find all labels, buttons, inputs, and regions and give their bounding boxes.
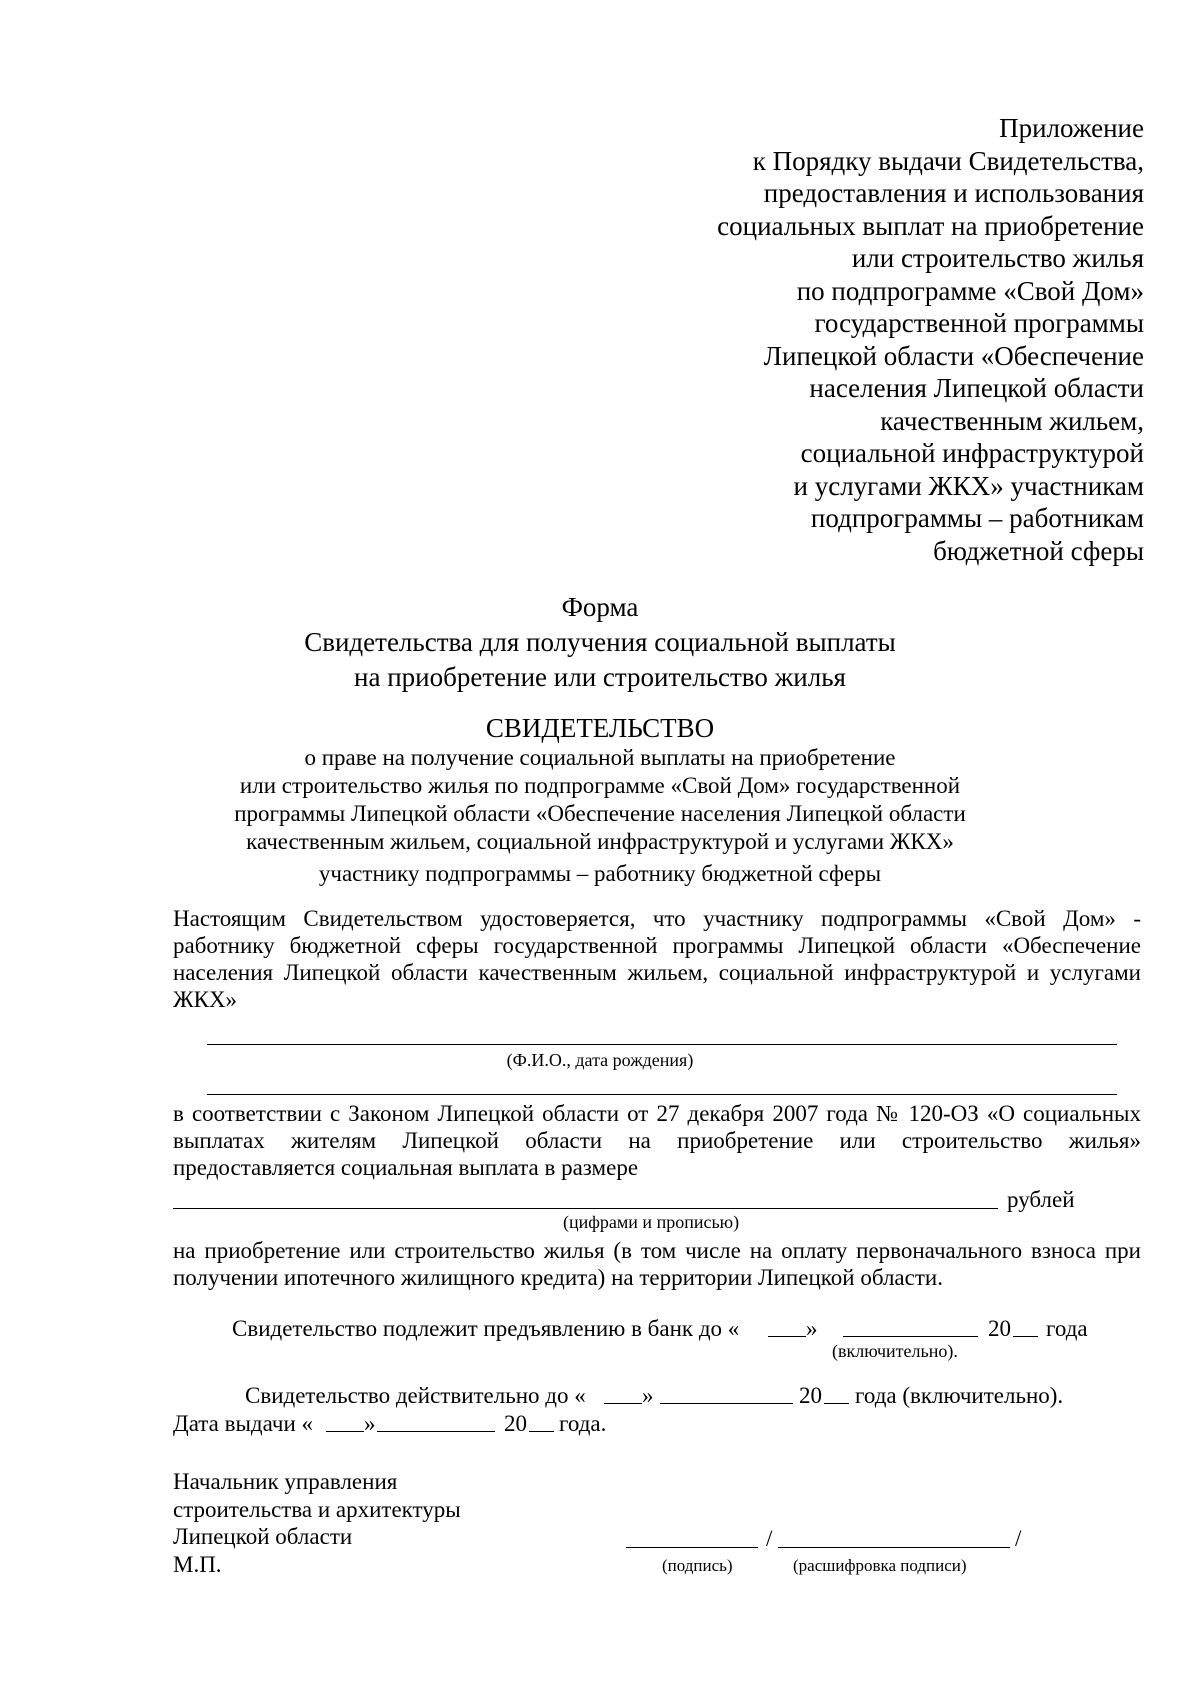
rubles-label: рублей: [1007, 1187, 1075, 1212]
fio-input-line[interactable]: [207, 1044, 1117, 1045]
valid-day-input[interactable]: [604, 1403, 642, 1404]
law-line: предоставляется социальная выплата в размере: [173, 1155, 639, 1180]
amount-caption: (цифрами и прописью): [563, 1212, 740, 1232]
issue-quote-close: »: [364, 1411, 376, 1436]
annex-line: Липецкой области «Обеспечение: [763, 340, 1144, 371]
certificate-subtitle-line: качественным жильем, социальной инфраструктурой и услугами ЖКХ»: [246, 829, 954, 854]
issue-year-input[interactable]: [529, 1431, 554, 1432]
seal-placeholder: М.П.: [173, 1552, 222, 1577]
form-heading-line: Свидетельства для получения социальной выплаты: [304, 627, 896, 657]
bank-day-input[interactable]: [768, 1336, 806, 1337]
law-line: в соответствии с Законом Липецкой области от 27 декабря 2007 года № 120-ОЗ «О социальных: [173, 1101, 1141, 1126]
certificate-subtitle-line: участнику подпрограммы – работнику бюджетной сферы: [318, 861, 882, 886]
bank-month-input[interactable]: [843, 1336, 978, 1337]
amount-input-line[interactable]: [173, 1208, 998, 1209]
issue-month-input[interactable]: [377, 1431, 495, 1432]
form-heading-line: на приобретение или строительство жилья: [354, 662, 846, 692]
valid-text: Свидетельство действительно до «: [245, 1383, 586, 1408]
signature-separator: /: [1015, 1526, 1022, 1551]
annex-line: социальных выплат на приобретение: [717, 210, 1144, 241]
issue-year-suffix: года.: [559, 1411, 607, 1436]
annex-line: предоставления и использования: [763, 178, 1144, 208]
annex-line: государственной программы: [814, 308, 1144, 338]
issue-year-prefix: 20: [504, 1411, 527, 1436]
purpose-line: на приобретение или строительство жилья (в том числе на оплату первоначального взноса при: [173, 1238, 1141, 1263]
bank-year-input[interactable]: [1013, 1336, 1038, 1337]
certificate-heading: [0, 712, 1200, 888]
valid-year-input[interactable]: [824, 1403, 849, 1404]
annex-line: подпрограммы – работникам: [810, 503, 1144, 533]
annex-line: качественным жильем,: [880, 405, 1144, 436]
signature-separator: /: [766, 1526, 773, 1551]
annex-block: [717, 112, 1144, 567]
intro-line: населения Липецкой области качественным жильем, социальной инфраструктурой и услугами: [173, 960, 1141, 985]
certificate-subtitle-line: программы Липецкой области «Обеспечение населения Липецкой области: [234, 801, 966, 826]
certificate-subtitle-line: о праве на получение социальной выплаты на приобретение: [304, 745, 896, 770]
signatory-line: Липецкой области: [173, 1524, 353, 1549]
purpose-line: получении ипотечного жилищного кредита) на территории Липецкой области.: [173, 1265, 943, 1290]
signature-decoding-caption: (расшифровка подписи): [793, 1556, 967, 1575]
bank-quote-close: »: [806, 1316, 818, 1341]
purpose-paragraph: [173, 1237, 1141, 1291]
bank-caption: (включительно).: [832, 1341, 958, 1361]
annex-line: или строительство жилья: [851, 243, 1144, 273]
valid-year-suffix: года (включительно).: [855, 1383, 1064, 1408]
form-heading: [0, 590, 1200, 695]
fio-caption: (Ф.И.О., дата рождения): [506, 1050, 694, 1070]
law-paragraph: [173, 1100, 1141, 1181]
annex-line: Приложение: [999, 113, 1144, 143]
issue-day-input[interactable]: [326, 1431, 364, 1432]
intro-line: ЖКХ»: [173, 987, 238, 1012]
signature-caption: (подпись): [662, 1556, 733, 1575]
annex-line: по подпрограмме «Свой Дом»: [796, 275, 1144, 306]
annex-line: к Порядку выдачи Свидетельства,: [752, 145, 1144, 176]
annex-line: населения Липецкой области: [809, 373, 1144, 403]
signatory-line: Начальник управления: [173, 1469, 398, 1494]
annex-line: бюджетной сферы: [933, 535, 1144, 566]
issue-text: Дата выдачи «: [173, 1411, 314, 1436]
signature-input-line[interactable]: [626, 1547, 758, 1548]
annex-line: и услугами ЖКХ» участникам: [793, 470, 1144, 501]
intro-line: работнику бюджетной сферы государственной программы Липецкой области «Обеспечение: [173, 933, 1141, 958]
certificate-title: СВИДЕТЕЛЬСТВО: [485, 713, 715, 743]
annex-line: социальной инфраструктурой: [800, 438, 1144, 468]
form-heading-line: Форма: [561, 592, 639, 622]
bank-text: Свидетельство подлежит предъявлению в банк до «: [232, 1316, 740, 1341]
valid-month-input[interactable]: [660, 1403, 793, 1404]
signature-decoding-input-line[interactable]: [778, 1547, 1010, 1548]
bank-year-suffix: года: [1046, 1316, 1088, 1341]
certificate-subtitle-line: или строительство жилья по подпрограмме «Свой Дом» государственной: [239, 773, 961, 798]
valid-year-prefix: 20: [799, 1383, 822, 1408]
intro-line: Настоящим Свидетельством удостоверяется, что участнику подпрограммы «Свой Дом» -: [173, 906, 1141, 931]
law-line: выплатах жителям Липецкой области на приобретение или строительство жилья»: [173, 1128, 1141, 1153]
signatory-line: строительства и архитектуры: [173, 1497, 461, 1522]
intro-paragraph: [173, 905, 1141, 1013]
fio-second-input-line[interactable]: [207, 1094, 1117, 1095]
bank-year-prefix: 20: [988, 1316, 1011, 1341]
valid-quote-close: »: [642, 1383, 654, 1408]
